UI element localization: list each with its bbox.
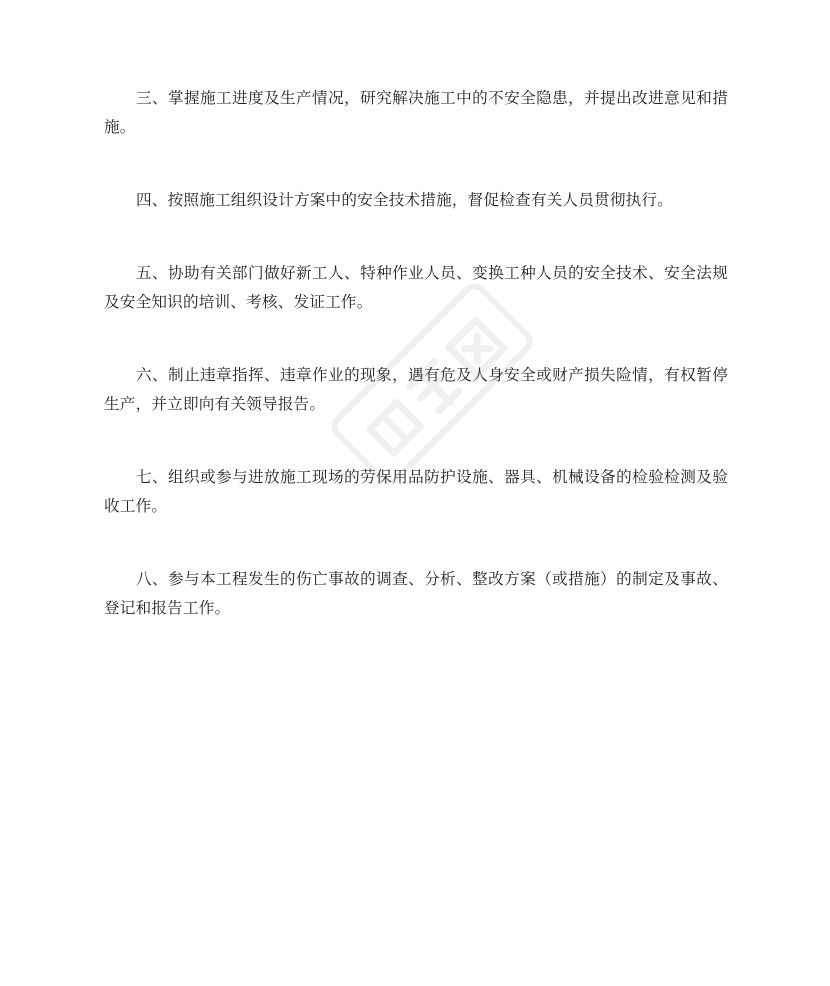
paragraph-6: 六、制止违章指挥、违章作业的现象，遇有危及人身安全或财产损失险情，有权暂停生产，并立即向有关领导报告。: [104, 366, 728, 413]
paragraph-3: 三、掌握施工进度及生产情况，研究解决施工中的不安全隐患，并提出改进意见和措施。: [104, 89, 728, 136]
document-content: [104, 84, 728, 667]
paragraph-7: 七、组织或参与进放施工现场的劳保用品防护设施、器具、机械设备的检验检测及验收工作。: [104, 468, 728, 515]
paragraph-4: 四、按照施工组织设计方案中的安全技术措施，督促检查有关人员贯彻执行。: [136, 191, 673, 209]
paragraph-5: 五、协助有关部门做好新工人、特种作业人员、变换工种人员的安全技术、安全法规及安全知识的培训、考核、发证工作。: [104, 264, 728, 311]
paragraph-8: 八、参与本工程发生的伤亡事故的调查、分析、整改方案（或措施）的制定及事故、登记和报告工作。: [104, 570, 728, 617]
